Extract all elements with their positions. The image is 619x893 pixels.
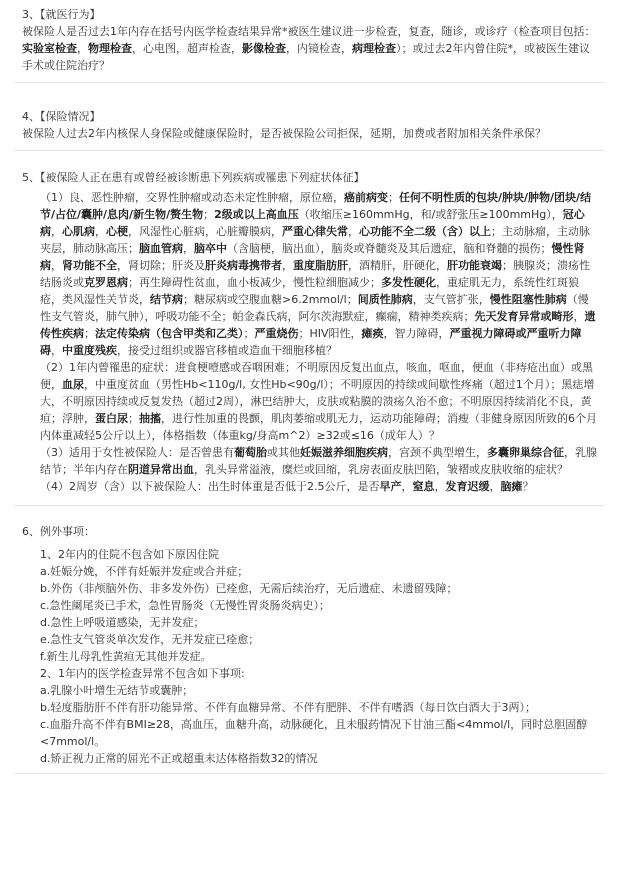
exception-line: d.急性上呼吸道感染，无并发症；	[40, 616, 205, 629]
section-medical-behavior	[14, 6, 605, 74]
bold-term: 发育迟缓	[445, 480, 490, 493]
exception-line: e.急性支气管炎单次发作，无并发症已痊愈；	[40, 633, 260, 646]
text-run: ；	[84, 327, 95, 340]
bold-term: 冠心病	[40, 208, 585, 238]
section-4-text: 被保险人过去2年内核保人身保险或健康保险时，是否被保险公司拒保，延期，加费或者附加相关条件承保？	[22, 127, 546, 140]
section-5-heading: 5、【被保险人正在患有或曾经被诊断患下列疾病或罹患下列症状体征】	[22, 171, 365, 184]
text-run: （4）2周岁（含）以下被保险人：出生时体重是否低于2.5公斤，是否	[40, 480, 380, 493]
section-insurance	[14, 83, 605, 142]
text-run: （含脑梗，脑出血），脑炎或脊髓炎及其后遗症，脑和脊髓的损伤；	[227, 242, 552, 255]
bold-term: 脑血管病	[139, 242, 183, 255]
bold-term: 脑瘫	[500, 480, 523, 493]
exceptions-list	[22, 546, 597, 767]
bold-term: 慢性阻塞性肺病	[489, 293, 567, 306]
text-run: ，	[348, 225, 359, 238]
bold-term: 法定传染病（包含甲类和乙类）	[95, 327, 244, 340]
text-run: （3）适用于女性被保险人：是否曾患有	[40, 446, 234, 459]
text-run: ，宫颈不典型增生，	[388, 446, 487, 459]
exception-line: d.矫正视力正常的屈光不正或超重未达体格指数32的情况	[40, 752, 318, 765]
bold-term: 严重心律失常	[282, 225, 348, 238]
bold-term: 间质性肺病	[357, 293, 413, 306]
bold-term: 多发性硬化	[381, 276, 436, 289]
exception-line: a.妊娠分娩，不伴有妊娠并发症或合并症；	[40, 565, 249, 578]
text-run: （慢性支气管炎，肺气肿），呼吸功能不全；帕金森氏病，阿尔茨海默症，癫痫，精神类疾病；	[40, 293, 589, 323]
text-run: ，	[51, 225, 62, 238]
text-run: ，智力障碍，	[383, 327, 450, 340]
text-run: ，	[282, 259, 293, 272]
exception-line: b.轻度脂肪肝不伴有肝功能异常、不伴有血糖异常、不伴有肥胖、不伴有嗜酒（每日饮白酒大于3两）；	[40, 701, 536, 714]
bold-term: 癌前病变	[344, 191, 388, 204]
text-run: ；	[243, 327, 255, 340]
text-run: ？	[522, 480, 534, 493]
text-run: ，乳腺结节；半年内存在	[40, 446, 597, 476]
text-run: ，酒精肝，肝硬化，	[348, 259, 447, 272]
bold-term: 瘫痪	[361, 327, 384, 340]
exception-line: a.乳腺小叶增生无结节或囊肿；	[40, 684, 194, 697]
text-run: （1）良、恶性肿瘤，交界性肿瘤或动态未定性肿瘤，原位癌，	[40, 191, 344, 204]
exception-line: f.新生儿母乳性黄疸无其他并发症。	[40, 650, 212, 663]
bold-term: 多囊卵巢综合征	[487, 446, 564, 459]
text-run: ；	[128, 412, 139, 425]
bold-term: 严重烧伤	[254, 327, 299, 340]
text-run: ，	[183, 242, 194, 255]
bold-term: 血尿	[62, 378, 84, 391]
section-diseases	[14, 151, 605, 495]
text-run: ，支气管扩张，	[412, 293, 490, 306]
text-run: ；	[203, 208, 215, 221]
text-run: ，乳头异常溢液，糜烂或回缩，乳房表面皮肤凹陷，皱褶或皮肤收缩的症状？	[194, 463, 568, 476]
bold-term: 克罗恩病	[84, 276, 128, 289]
bold-term: 早产	[379, 480, 402, 493]
bold-term: 窒息	[412, 480, 435, 493]
text-run: ，肾切除；肝炎及	[117, 259, 205, 272]
bold-term: 心肌病	[62, 225, 95, 238]
text-run: ，	[51, 259, 62, 272]
divider	[14, 773, 605, 774]
bold-term: 先天发育异常或畸形	[474, 310, 574, 323]
bold-term: 严重视力障碍或严重听力障碍	[40, 327, 582, 357]
bold-term: 肝炎病毒携带者	[205, 259, 282, 272]
section-3-heading: 3、【就医行为】	[22, 8, 101, 21]
disease-item-4	[40, 478, 597, 495]
text-run: 或其他	[267, 446, 300, 459]
bold-term: 慢性肾病	[40, 242, 585, 272]
text-run: ；糖尿病或空腹血糖>6.2mmol/l；	[183, 293, 358, 306]
text-run: ；	[388, 191, 399, 204]
section-exceptions	[14, 506, 605, 767]
text-run: ；HIV阳性，	[298, 327, 362, 340]
bold-term: 肾功能不全	[62, 259, 117, 272]
text-run: ，接受过组织或器官移植或造血干细胞移植？	[117, 344, 337, 357]
text-run: ；再生障碍性贫血，血小板减少，慢性粒细胞减少；	[128, 276, 381, 289]
text-run: ；胰腺炎；溃疡性结肠炎或	[40, 259, 590, 289]
text-run: ，中重度贫血（男性Hb<110g/l, 女性Hb<90g/l）；不明原因的持续或间歇性疼痛（超过1个月）；黑痣增大，不明原因持续或反复发热（超过2周），淋巴结肿大，皮肤或粘膜的溃疡久治不愈；不明原因持续消化不良，黄疸；浮肿，	[40, 378, 595, 425]
exception-line: c.急性阑尾炎已手术，急性胃肠炎（无慢性胃炎肠炎病史）；	[40, 599, 331, 612]
text-run: ，	[95, 225, 106, 238]
text-run: ，风湿性心脏病，心脏瓣膜病，	[128, 225, 282, 238]
bold-term: 阴道异常出血	[128, 463, 194, 476]
text-run: （2）1年内曾罹患的症状：进食梗噎感或吞咽困难；不明原因反复出血点，咳血，呕血，便血（非痔疮出血）或黑便，	[40, 361, 593, 391]
text-run: ；主动脉瘤，主动脉夹层，肺动脉高压；	[40, 225, 590, 255]
disease-item-1	[40, 189, 597, 359]
exception-line: 1、2年内的住院不包含如下原因住院	[40, 548, 219, 561]
bold-term: 肝功能衰竭	[447, 259, 502, 272]
bold-term: 遗传性疾病	[40, 310, 596, 340]
exception-line: b.外伤（非颅脑外伤、非多发外伤）已痊愈，无需后续治疗，无后遗症、未遗留残障；	[40, 582, 458, 595]
bold-term: 心梗	[106, 225, 128, 238]
text-run: ，进行性加重的畏颤，肌肉萎缩或肌无力，运动功能障碍；消瘦（非健身原因所致的6个月内体重减轻5公斤以上），体格指数（体重kg/身高m^2）≥32或≤16（成年人）？	[40, 412, 597, 442]
text-run: ，	[51, 344, 62, 357]
bold-term: 重度脂肪肝	[293, 259, 348, 272]
bold-term: 结节病	[150, 293, 183, 306]
bold-term: 脑卒中	[194, 242, 227, 255]
bold-term: 心功能不全二级（含）以上	[359, 225, 491, 238]
exception-line: 2、1年内的医学检查异常不包含如下事项:	[40, 667, 245, 680]
text-run: ，	[489, 480, 501, 493]
bold-term: 蛋白尿	[95, 412, 128, 425]
exception-line: c.血脂升高不伴有BMI≥28，高血压，血糖升高，动脉硬化，且未服药情况下甘油三酯<4mmol/l，同时总胆固醇<7mmol/l。	[40, 718, 588, 748]
bold-term: 2级或以上高血压	[214, 208, 299, 221]
text-run: ，重症肌无力，系统性红斑狼疮，类风湿性关节炎，	[40, 276, 579, 306]
bold-term: 抽搐	[139, 412, 161, 425]
bold-term: 妊娠滋养细胞疾病	[300, 446, 388, 459]
section-6-heading: 6、例外事项：	[22, 525, 95, 538]
disease-item-2	[40, 359, 597, 444]
bold-term: 任何不明性质的包块/肿块/肿物/团块/结节/占位/囊肿/息肉/新生物/赘生物	[40, 191, 592, 221]
bold-term: 中重度残疾	[62, 344, 117, 357]
disease-item-3	[40, 444, 597, 478]
text-run: ，	[401, 480, 413, 493]
text-run: ，	[573, 310, 585, 323]
bold-term: 葡萄胎	[234, 446, 267, 459]
section-3-text: 被保险人是否过去1年内存在括号内医学检查结果异常*被医生建议进一步检查，复查，随诊，或诊疗（检查项目包括：实验室检查，物理检查，心电图，超声检查，影像检查，内镜检查，病理检查）；或过去2年内曾住院*，或被医生建议手术或住院治疗？	[22, 25, 596, 72]
text-run: （收缩压≥160mmHg，和/或舒张压≥100mmHg），	[298, 208, 563, 221]
text-run: ，	[434, 480, 446, 493]
section-4-heading: 4、【保险情况】	[22, 110, 101, 123]
